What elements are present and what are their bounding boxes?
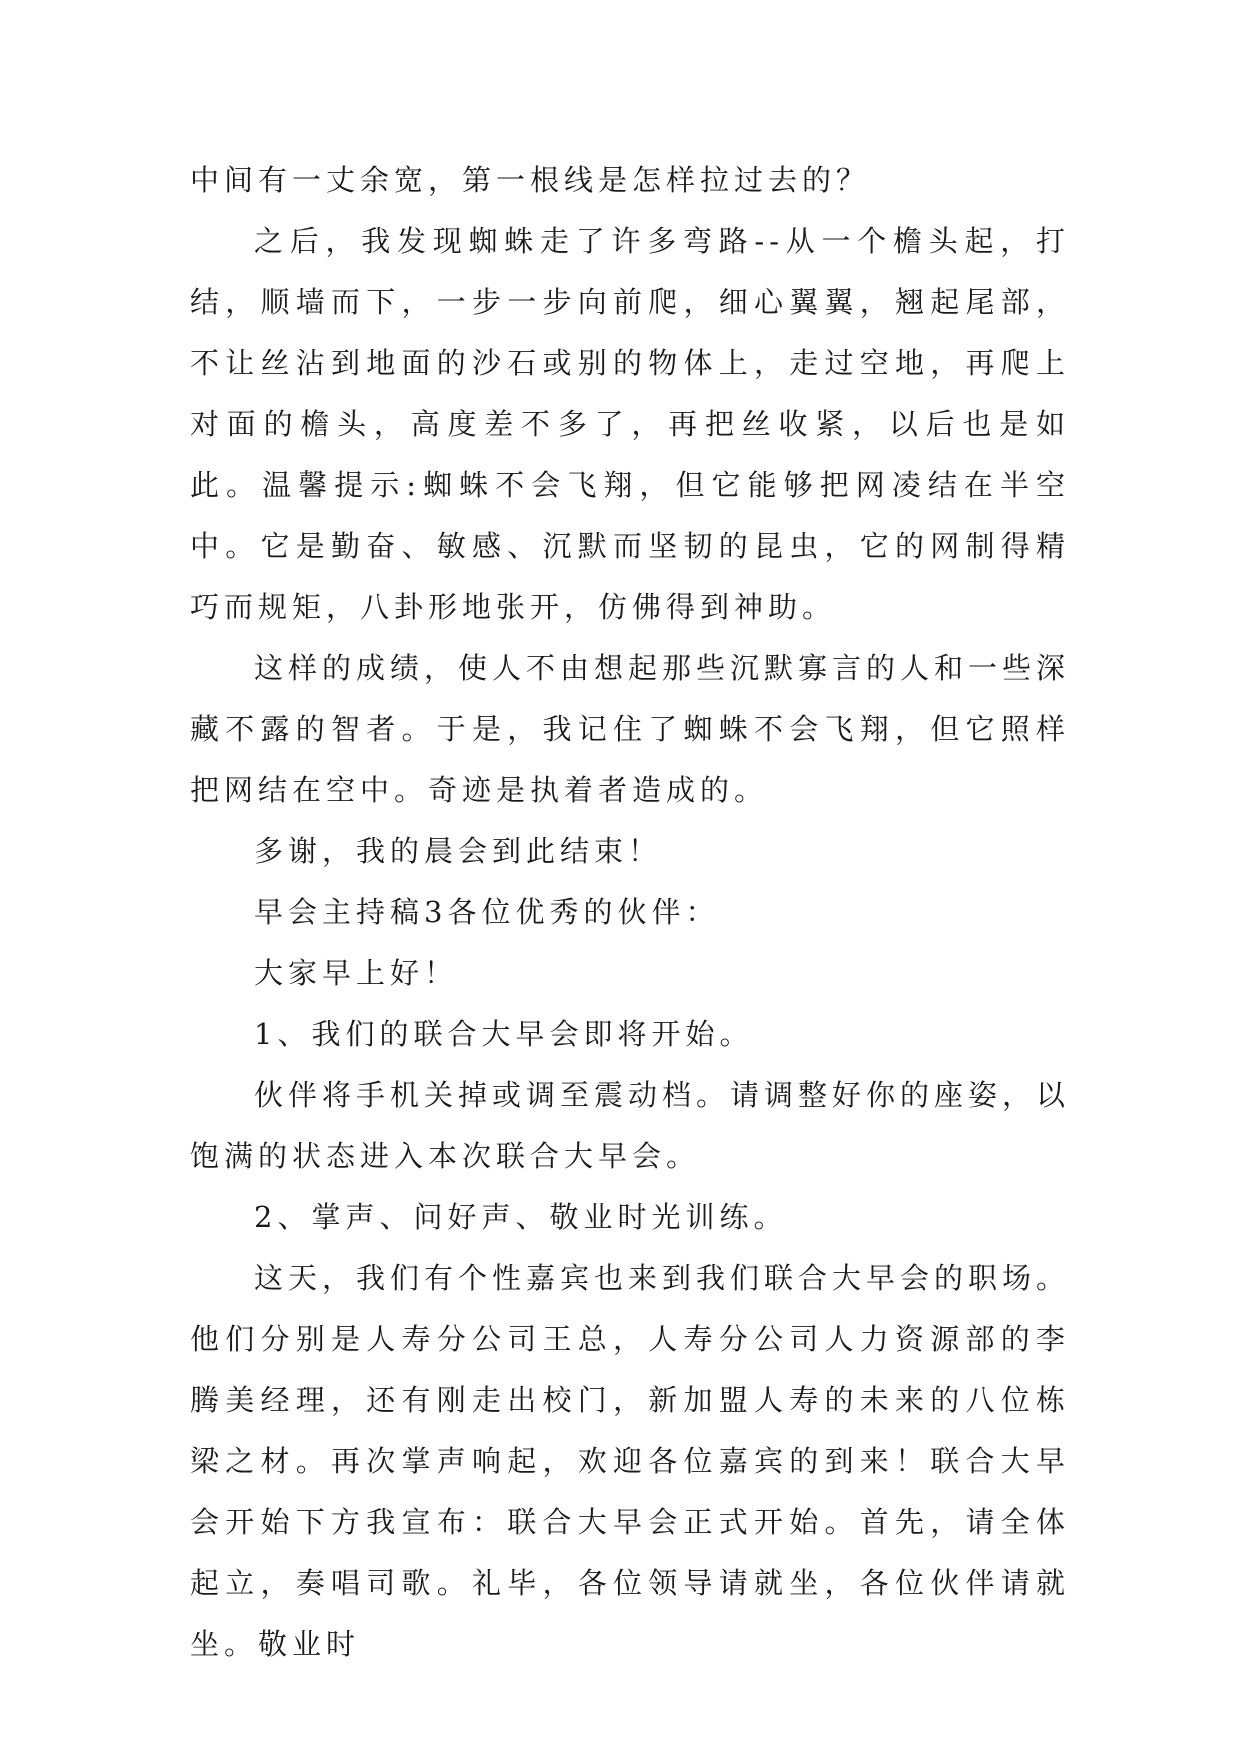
paragraph: 之后，我发现蜘蛛走了许多弯路--从一个檐头起，打结，顺墙而下，一步一步向前爬，细心翼翼，翘起尾部，不让丝沾到地面的沙石或别的物体上，走过空地，再爬上对面的檐头，高度差不多了，再把丝收紧，以后也是如此。温馨提示:蜘蛛不会飞翔，但它能够把网凌结在半空中。它是勤奋、敏感、沉默而坚韧的昆虫，它的网制得精巧而规矩，八卦形地张开，仿佛得到神助。 [190, 224, 1070, 624]
paragraph: 这样的成绩，使人不由想起那些沉默寡言的人和一些深藏不露的智者。于是，我记住了蜘蛛不会飞翔，但它照样把网结在空中。奇迹是执着者造成的。 [190, 651, 1071, 807]
paragraph: 1、我们的联合大早会即将开始。 [254, 1017, 754, 1051]
paragraph: 中间有一丈余宽，第一根线是怎样拉过去的？ [190, 163, 871, 197]
paragraph: 多谢，我的晨会到此结束！ [254, 834, 663, 868]
paragraph: 这天，我们有个性嘉宾也来到我们联合大早会的职场。他们分别是人寿分公司王总，人寿分公司人力资源部的李腾美经理，还有刚走出校门，新加盟人寿的未来的八位栋梁之材。再次掌声响起，欢迎各位嘉宾的到来！联合大早会开始下方我宣布：联合大早会正式开始。首先，请全体起立，奏唱司歌。礼毕，各位领导请就坐，各位伙伴请就坐。敬业时 [190, 1261, 1071, 1661]
paragraph: 2、掌声、问好声、敬业时光训练。 [254, 1200, 788, 1234]
paragraph: 伙伴将手机关掉或调至震动档。请调整好你的座姿，以饱满的状态进入本次联合大早会。 [190, 1078, 1071, 1173]
document-body [190, 150, 1070, 1675]
paragraph: 大家早上好！ [254, 956, 459, 990]
paragraph: 早会主持稿3各位优秀的伙伴： [254, 895, 720, 929]
